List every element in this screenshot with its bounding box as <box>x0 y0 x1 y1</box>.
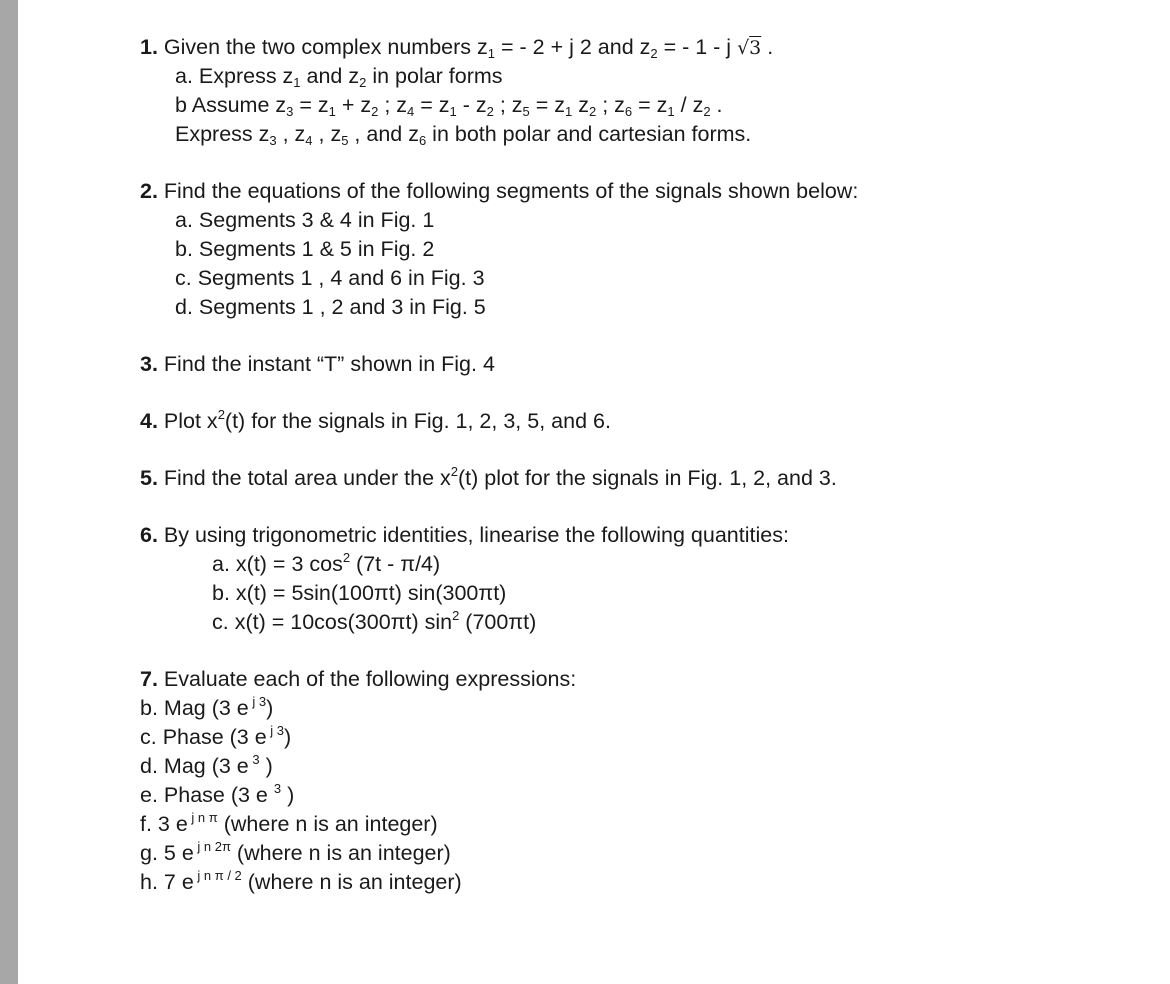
list-item: a. x(t) = 3 $\cos^2 (7t - \pi/4)$ <box>212 550 441 576</box>
question-1-part-b: b Assume $z_3 = z_1 + z_2$ ; $z_4 = z_1 - z_2$ ; $z_5 = z_1$ $z_2$ ; $z_6 = z_1 / z_2$ . <box>175 93 723 119</box>
question-3: 3. Find the instant “T” shown in Fig. 4 <box>140 352 495 376</box>
list-item: c. Phase (3 e $^{j 3}$) <box>140 723 292 749</box>
list-item: g. 5 e $^{j n 2\pi}$ (where n is an integer) <box>140 839 451 865</box>
question-2 <box>140 177 1140 322</box>
list-item: f. 3 e $^{j n \pi}$ (where n is an integer) <box>140 810 438 836</box>
question-1-part-a: a. Express $z_1$ and $z_2$ in polar forms <box>175 64 503 90</box>
left-margin-bar <box>0 0 18 984</box>
question-2-statement: 2. Find the equations of the following segments of the signals shown below: <box>140 179 859 203</box>
subscript: 1 <box>487 46 495 61</box>
list-item: c. x(t) = 10cos(300πt) $\sin^2 (700\pi t)$ <box>212 608 537 634</box>
question-number: 1. <box>140 35 158 59</box>
question-number: 5. <box>140 466 158 490</box>
list-item: d. Mag (3 e $^3$ ) <box>140 752 273 778</box>
question-1 <box>140 33 1140 149</box>
question-number: 3. <box>140 352 158 376</box>
question-5: 5. Find the total area under the $x^2(t)$ plot for the signals in Fig. 1, 2, and 3. <box>140 464 837 490</box>
question-number: 4. <box>140 409 158 433</box>
list-item: b. Mag (3 e $^{j 3}$) <box>140 694 274 720</box>
sqrt-symbol: √3 <box>737 37 762 59</box>
list-item: b. Segments 1 & 5 in Fig. 2 <box>175 237 435 261</box>
question-number: 2. <box>140 179 158 203</box>
list-item: e. Phase (3 e $^3$ ) <box>140 781 295 807</box>
text: = - 2 + j 2 and z <box>495 35 651 59</box>
list-item: d. Segments 1 , 2 and 3 in Fig. 5 <box>175 295 486 319</box>
list-item: b. x(t) = 5sin(100πt) sin(300πt) <box>212 581 507 605</box>
list-item: a. Segments 3 & 4 in Fig. 1 <box>175 208 435 232</box>
question-4: 4. Plot $x^2(t)$ for the signals in Fig. 1, 2, 3, 5, and 6. <box>140 407 611 433</box>
document-page <box>140 33 1140 925</box>
question-number: 7. <box>140 667 158 691</box>
list-item: h. 7 e $^{j n \pi / 2}$ (where n is an integer) <box>140 868 462 894</box>
question-1-statement <box>140 33 1140 62</box>
text: = - 1 - j <box>657 35 738 59</box>
subscript: 2 <box>650 46 658 61</box>
list-item: c. Segments 1 , 4 and 6 in Fig. 3 <box>175 266 485 290</box>
question-1-part-c: Express $z_3$ , $z_4$ , $z_5$ , and $z_6$ in both polar and cartesian forms. <box>175 122 752 148</box>
question-number: 6. <box>140 523 158 547</box>
question-7: 7. Evaluate each of the following expressions: b. Mag (3 e $^{j 3}$) c. Phase (3 e $^{j 3}$) d. Mag (3 e $^3$ ) e. Phase (3 e $^3$ ) f. 3 e $^{j n \pi}$ (where n is an integer) g. 5 e $^{j n 2\pi}$ (where n is an integer) h. 7 e $^{j n \pi / 2}$ (where n is an integer) <box>140 665 1140 897</box>
text: . <box>761 35 774 59</box>
question-6: 6. By using trigonometric identities, linearise the following quantities: a. x(t) = 3 $\cos^2 (7t - \pi/4)$ b. x(t) = 5sin(100πt) sin(300πt) c. x(t) = 10cos(300πt) $\sin^2 (700\pi t)$ <box>140 521 1140 637</box>
text: Given the two complex numbers z <box>163 35 488 59</box>
